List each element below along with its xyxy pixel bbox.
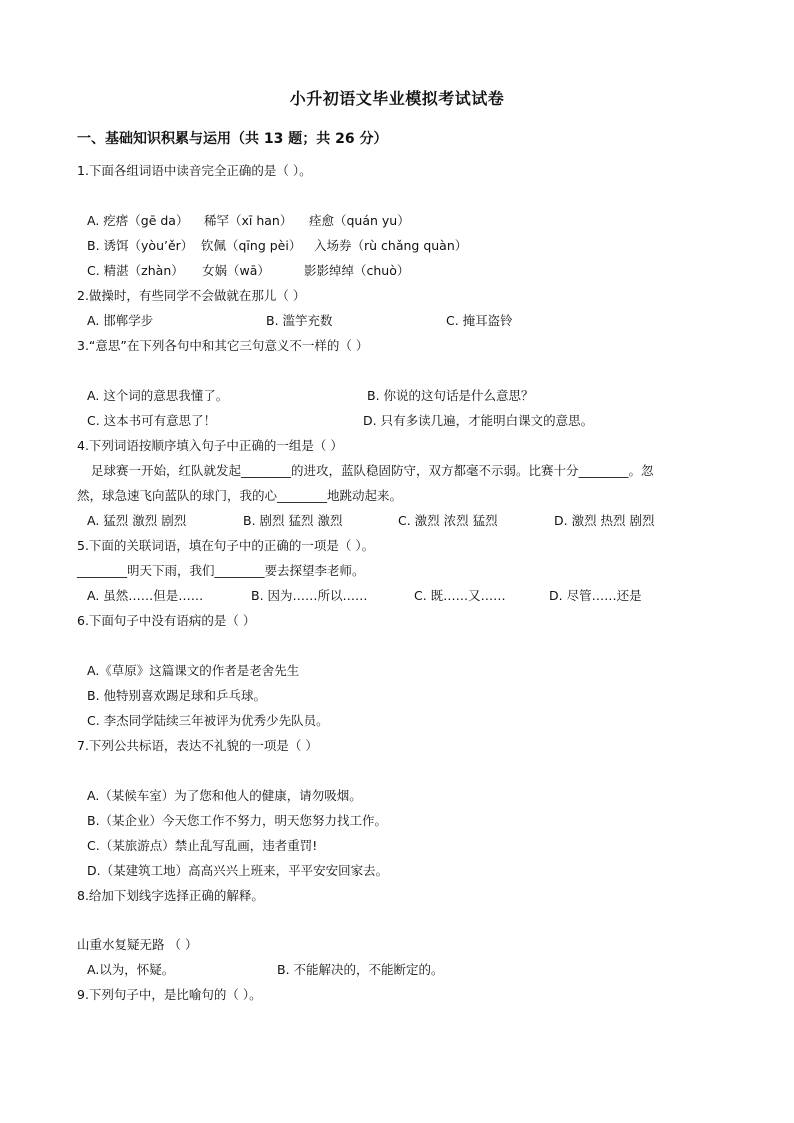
question-6-stem: 6.下面句子中没有语病的是（ ） [77, 613, 256, 628]
q1-b-word-1: B. 诱饵（yòu’ěr） [87, 238, 194, 253]
q1-a-word-2: 稀罕（xī han） [204, 213, 293, 228]
page-title: 小升初语文毕业模拟考试试卷 [289, 89, 505, 108]
q3-option-b: B. 你说的这句话是什么意思？ [367, 388, 534, 403]
q1-a-word-1: A. 疙瘩（gē da） [87, 213, 189, 228]
q3-option-c: C. 这本书可有意思了！ [87, 413, 217, 428]
q1-b-word-3: 入场券（rù chǎng quàn） [314, 238, 468, 253]
question-8-phrase: 山重水复疑无路 （ ） [77, 937, 198, 952]
q5-option-c: C. 既……又…… [414, 588, 506, 603]
q3-option-d: D. 只有多读几遍，才能明白课文的意思。 [363, 413, 594, 428]
q2-option-a: A. 邯郸学步 [87, 313, 154, 328]
q2-option-b: B. 滥竽充数 [266, 313, 333, 328]
question-5-sentence: ________明天下雨，我们________要去探望李老师。 [77, 563, 365, 578]
q7-option-a: A.（某候车室）为了您和他人的健康，请勿吸烟。 [87, 788, 362, 803]
q7-option-b: B.（某企业）今天您工作不努力，明天您努力找工作。 [87, 813, 388, 828]
question-3-stem: 3.“意思”在下列各句中和其它三句意义不一样的（ ） [77, 338, 369, 353]
question-5-stem: 5.下面的关联词语，填在句子中的正确的一项是（ ）。 [77, 538, 375, 553]
q8-option-a: A.以为，怀疑。 [87, 962, 175, 977]
q6-option-c: C. 李杰同学陆续三年被评为优秀少先队员。 [87, 713, 329, 728]
q1-a-word-3: 痊愈（quán yu） [309, 213, 410, 228]
q7-option-c: C.（某旅游点）禁止乱写乱画，违者重罚! [87, 838, 318, 853]
q3-option-a: A. 这个词的意思我懂了。 [87, 388, 229, 403]
q5-option-b: B. 因为……所以…… [251, 588, 368, 603]
question-7-stem: 7.下列公共标语，表达不礼貌的一项是（ ） [77, 738, 318, 753]
q1-c-word-2: 女娲（wā） [202, 263, 270, 278]
question-8-stem: 8.给加下划线字选择正确的解释。 [77, 888, 264, 903]
q5-option-d: D. 尽管……还是 [549, 588, 642, 603]
question-4-passage-line-2: 然，球急速飞向蓝队的球门，我的心________地跳动起来。 [77, 488, 403, 503]
question-1-stem: 1.下面各组词语中读音完全正确的是（ ）。 [77, 163, 312, 178]
q4-option-c: C. 激烈 浓烈 猛烈 [398, 513, 498, 528]
q4-option-d: D. 激烈 热烈 剧烈 [554, 513, 655, 528]
question-4-stem: 4.下列词语按顺序填入句子中正确的一组是（ ） [77, 438, 343, 453]
q5-option-a: A. 虽然……但是…… [87, 588, 204, 603]
q4-option-a: A. 猛烈 激烈 剧烈 [87, 513, 187, 528]
q2-option-c: C. 掩耳盗铃 [446, 313, 513, 328]
q7-option-d: D.（某建筑工地）高高兴兴上班来，平平安安回家去。 [87, 863, 389, 878]
q6-option-b: B. 他特别喜欢踢足球和乒乓球。 [87, 688, 267, 703]
q1-c-word-1: C. 精湛（zhàn） [87, 263, 184, 278]
question-9-stem: 9.下列句子中，是比喻句的（ ）。 [77, 987, 262, 1002]
q4-option-b: B. 剧烈 猛烈 激烈 [243, 513, 343, 528]
q8-option-b: B. 不能解决的，不能断定的。 [277, 962, 444, 977]
q1-b-word-2: 钦佩（qīng pèi） [201, 238, 302, 253]
question-4-passage-line-1: 足球赛一开始，红队就发起________的进攻，蓝队稳固防守，双方都毫不示弱。比赛十分________。忽 [91, 463, 654, 478]
question-2-stem: 2.做操时，有些同学不会做就在那儿（ ） [77, 288, 306, 303]
q6-option-a: A.《草原》这篇课文的作者是老舍先生 [87, 663, 300, 678]
q1-c-word-3: 影影绰绰（chuò） [304, 263, 410, 278]
section-heading: 一、基础知识积累与运用（共 13 题；共 26 分） [77, 131, 388, 147]
